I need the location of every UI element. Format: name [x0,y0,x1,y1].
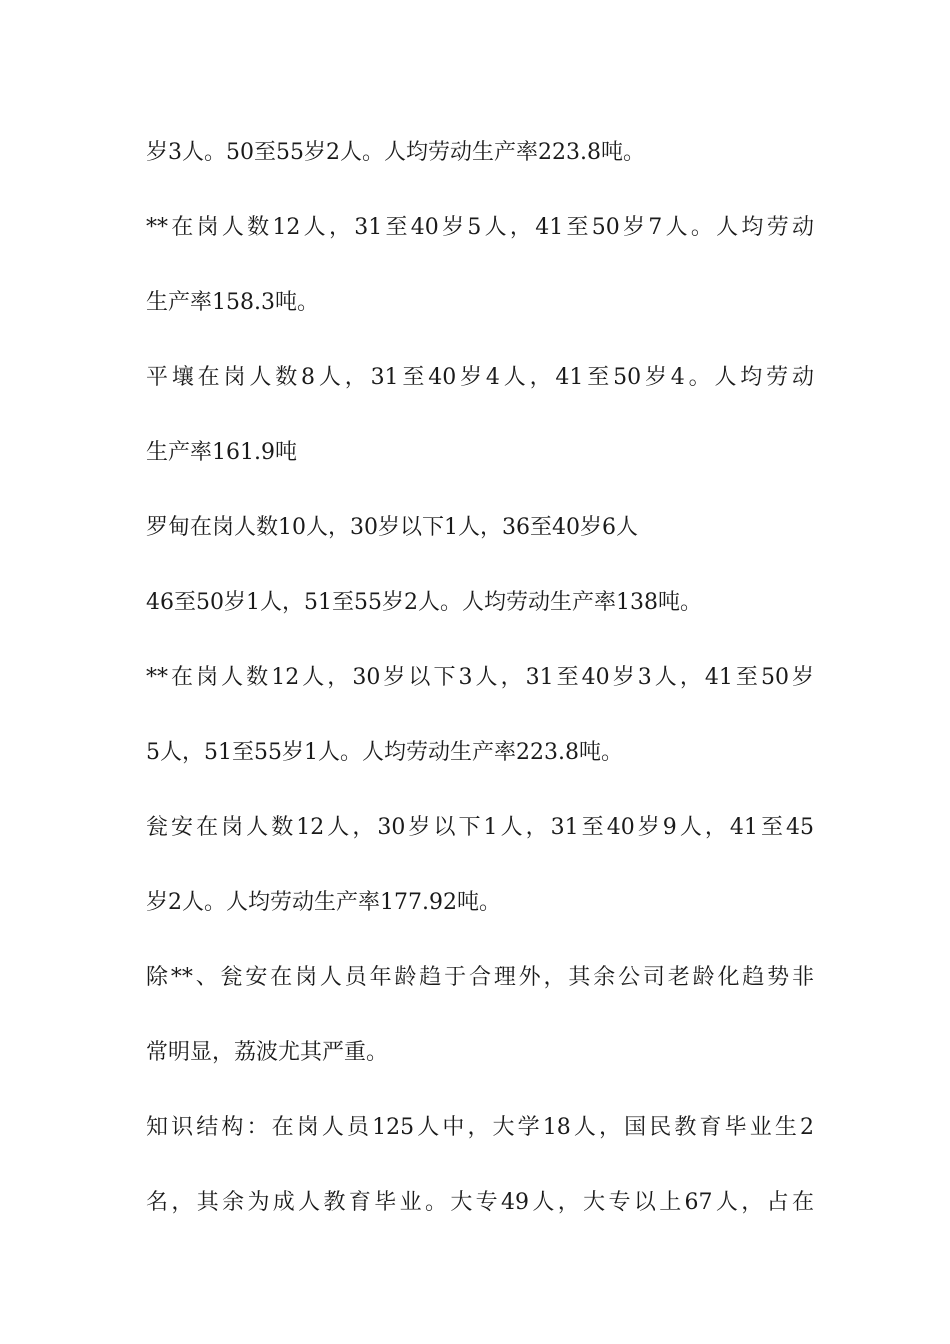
text-line-12: 除**、瓮安在岗人员年龄趋于合理外，其余公司老龄化趋势非 [146,965,814,990]
text-line-7: 46至50岁1人，51至55岁2人。人均劳动生产率138吨。 [146,590,702,615]
text-line-14: 知识结构：在岗人员125人中，大学18人，国民教育毕业生2 [146,1115,814,1140]
text-line-8: **在岗人数12人，30岁以下3人，31至40岁3人，41至50岁 [146,665,814,690]
text-line-9: 5人，51至55岁1人。人均劳动生产率223.8吨。 [146,740,623,765]
body-text [146,134,814,1259]
text-line-15: 名，其余为成人教育毕业。大专49人，大专以上67人，占在 [146,1190,814,1215]
text-line-1: 岁3人。50至55岁2人。人均劳动生产率223.8吨。 [146,140,645,165]
text-line-5: 生产率161.9吨 [146,440,297,465]
text-line-6: 罗甸在岗人数10人，30岁以下1人，36至40岁6人 [146,515,638,540]
text-line-4: 平壤在岗人数8人，31至40岁4人，41至50岁4。人均劳动 [146,365,814,390]
text-line-2: **在岗人数12人，31至40岁5人，41至50岁7人。人均劳动 [146,215,814,240]
text-line-3: 生产率158.3吨。 [146,290,319,315]
text-line-11: 岁2人。人均劳动生产率177.92吨。 [146,890,501,915]
text-line-13: 常明显，荔波尤其严重。 [146,1040,389,1065]
text-line-10: 瓮安在岗人数12人，30岁以下1人，31至40岁9人，41至45 [146,815,814,840]
